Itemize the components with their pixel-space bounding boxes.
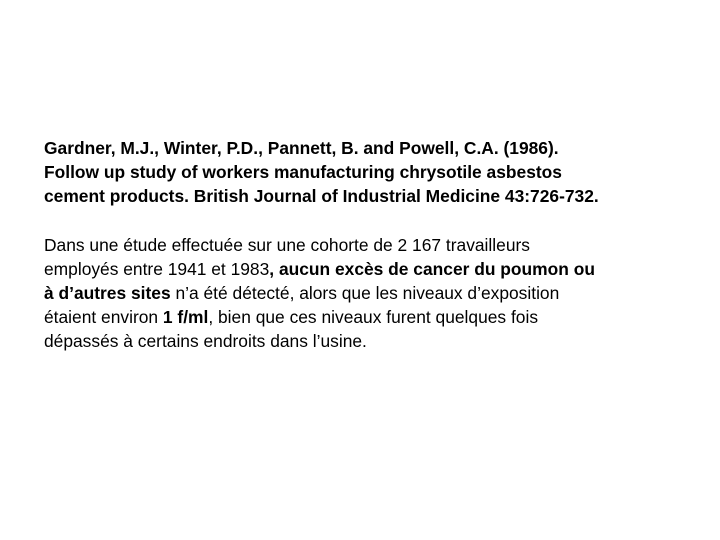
summary-emphasis: , aucun excès de cancer du poumon ou <box>269 259 595 279</box>
study-summary <box>44 233 694 353</box>
summary-text: dépassés à certains endroits dans l’usine. <box>44 331 367 351</box>
summary-text: Dans une étude effectuée sur une cohorte de 2 167 travailleurs <box>44 235 530 255</box>
summary-text: n’a été détecté, alors que les niveaux d’exposition <box>170 283 560 303</box>
summary-text: étaient environ <box>44 307 163 327</box>
summary-text: , bien que ces niveaux furent quelques fois <box>208 307 539 327</box>
citation-line-1: Gardner, M.J., Winter, P.D., Pannett, B. and Powell, C.A. (1986). <box>44 138 559 158</box>
citation-reference <box>44 136 694 208</box>
summary-line-2 <box>44 257 694 281</box>
summary-text: employés entre 1941 et 1983 <box>44 259 270 279</box>
summary-emphasis: à d’autres sites <box>44 283 171 303</box>
citation-line-2: Follow up study of workers manufacturing chrysotile asbestos <box>44 162 562 182</box>
summary-line-4 <box>44 305 694 329</box>
summary-emphasis: 1 f/ml <box>162 307 209 327</box>
summary-line-1 <box>44 233 694 257</box>
summary-line-5 <box>44 329 694 353</box>
summary-line-3 <box>44 281 694 305</box>
citation-line-3: cement products. British Journal of Industrial Medicine 43:726-732. <box>44 186 599 206</box>
